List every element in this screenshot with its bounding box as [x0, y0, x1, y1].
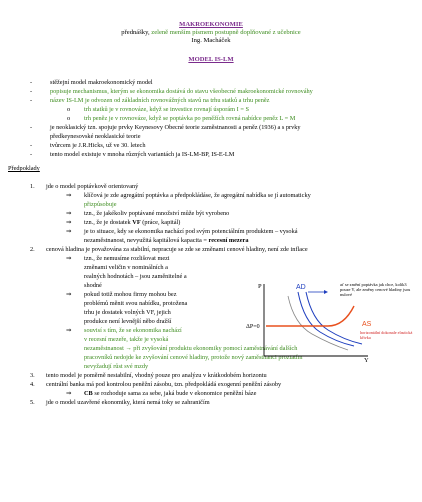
section-title: MODEL IS-LM: [188, 56, 234, 63]
list-item-text: nevyžadují růst své mzdy: [84, 363, 149, 370]
list-marker: -: [30, 88, 33, 95]
list-marker: -: [30, 142, 33, 149]
list-item-text: souvisí s tím, že se ekonomika nachází: [84, 327, 182, 334]
list-item-text: shodné: [84, 282, 102, 289]
list-marker: 1.: [30, 183, 35, 190]
list-item-text: trh peněz je v rovnováze, když se poptávka po peněžích rovná nabídce peněz L = M: [84, 115, 296, 122]
list-marker: 3.: [30, 372, 35, 379]
list-item-text: problémů měnit svou nabídku, protožena: [84, 300, 188, 307]
list-item-text: změnami veličin v nominálních a: [84, 264, 168, 271]
list-marker: o: [67, 115, 71, 122]
shift-arrow-head: [324, 290, 328, 294]
list-marker: ⇒: [66, 390, 72, 397]
list-marker: 2.: [30, 246, 35, 253]
list-item-text: nezaměstnanost, nevyužitá kapitálová kapacita = recesní mezera: [84, 237, 249, 244]
list-item-text: centrální banka má pod kontrolou peněžní zásobu, tzn. předpokládá exogenní peněžní zásoby: [46, 381, 282, 388]
list-item-text: pokud totiž mohou firmy mohou bez: [84, 291, 177, 298]
ad-curve-2: [306, 292, 362, 344]
list-item-text: trh statků je v rovnováze, když se investice rovnají úsporám I = S: [84, 106, 249, 113]
list-item-text: trhu je dostatek volných VF, jejich: [84, 309, 171, 316]
list-item-text: produkce není levnější něbo dražší: [84, 318, 172, 325]
subtitle-green: zeleně menším písmem postupně doplňované z učebnice: [151, 29, 301, 36]
lecture-subtitle: [0, 29, 422, 37]
list-item-text: tzn., že jakékoliv poptávané množství může být vyrobeno: [84, 210, 230, 217]
list-marker: -: [30, 79, 33, 86]
delta-p-label: ΔP=0: [246, 324, 260, 330]
list-marker: ⇒: [66, 219, 72, 226]
author: Ing. Macháček: [191, 37, 231, 44]
list-item-text: nezaměstnanost → při zvyšování produktu ekonomiky pomocí zaměstnávání dalších: [84, 345, 298, 352]
list-item-text: tvůrcem je J.R.Hicks, už ve 30. letech: [50, 142, 146, 149]
list-item-text: popisuje mechanismus, kterým se ekonomika dostává do stavu všeobecné makroekonomické rovnováhy: [50, 88, 313, 95]
list-item-text: tento model existuje v mnoha různých variantách ja IS-LM-BP, IS-E-LM: [50, 151, 235, 158]
list-item-text: předkeynesovské neoklasické teorie: [50, 133, 141, 140]
list-marker: ⇒: [66, 291, 72, 298]
list-item-text: realných hodnotách – jsou zaměnitelné a: [84, 273, 187, 280]
list-marker: 4.: [30, 381, 35, 388]
list-item-text: cenová hladina je považována za stabilní, nepracuje se zde se změnami cenové hladiny, není zde inflace: [46, 246, 308, 253]
list-item-text: jde o model poptávkově orientovaný: [46, 183, 139, 190]
chart-note: ať se změní poptávka jak chce, kolik3 pouze Y, ale změny cenové hladiny jsou nulové: [340, 282, 411, 298]
list-item-text: tzn., že nemusíme rozlišovat mezi: [84, 255, 170, 262]
y-axis-label: Y: [364, 357, 369, 364]
list-marker: -: [30, 97, 33, 104]
list-marker: o: [67, 106, 71, 113]
list-item-text: CB se rozhoduje sama za sebe, jaká bude v ekonomice peněžní báze: [84, 390, 257, 397]
list-marker: -: [30, 124, 33, 131]
as-note: horizontální dokonale elastická křivka: [360, 330, 413, 340]
list-item-text: tzn., že je dostatek VF (práce, kapitál): [84, 219, 181, 226]
list-marker: ⇒: [66, 327, 72, 334]
list-item-text: název IS-LM je odvozen od základních rovnovážných stavů na trhu statků a trhu peněz: [50, 97, 270, 104]
list-marker: 5.: [30, 399, 35, 406]
list-marker: ⇒: [66, 210, 72, 217]
list-item-text: v recesní mezeře, takže je vysoká: [84, 336, 169, 343]
p-axis-label: P: [258, 283, 262, 290]
page-title: MAKROEKONOMIE: [179, 21, 243, 28]
list-marker: ⇒: [66, 228, 72, 235]
list-item-text: jde o model uzavřené ekonomiky, která nemá toky se zahraničím: [46, 399, 210, 406]
subtitle-plain: přednášky,: [121, 29, 152, 36]
list-item-text: přizpůsobuje: [84, 201, 117, 208]
list-item-text: tento model je poměrně nestabilní, vhodný pouze pro analýzu v krátkodobém horizontu: [46, 372, 267, 379]
list-item-text: pracovníků nedojde ke zvyšování cenové hladiny, protože nový zaměstnanci proztatím: [84, 354, 303, 361]
list-item-text: je to situace, kdy se ekonomika nachází pod svým potenciálním produktem – vysoká: [84, 228, 298, 235]
list-item-text: klíčová je zde agregátní poptávka a předpokládáse, že agregátní nabídka se jí automaticky: [84, 192, 311, 199]
list-marker: -: [30, 151, 33, 158]
ad-label: AD: [296, 284, 306, 291]
list-marker: ⇒: [66, 255, 72, 262]
assumptions-title: Předpoklady: [8, 165, 40, 172]
as-label: AS: [362, 321, 372, 328]
list-marker: ⇒: [66, 192, 72, 199]
list-item-text: je neoklasický tzn. spojuje prvky Keynesovy Obecné teorie zaměstnanosti a peněz (1936) a s prvky: [50, 124, 301, 131]
list-item-text: stěžejní model makroekonomický model: [50, 79, 153, 86]
